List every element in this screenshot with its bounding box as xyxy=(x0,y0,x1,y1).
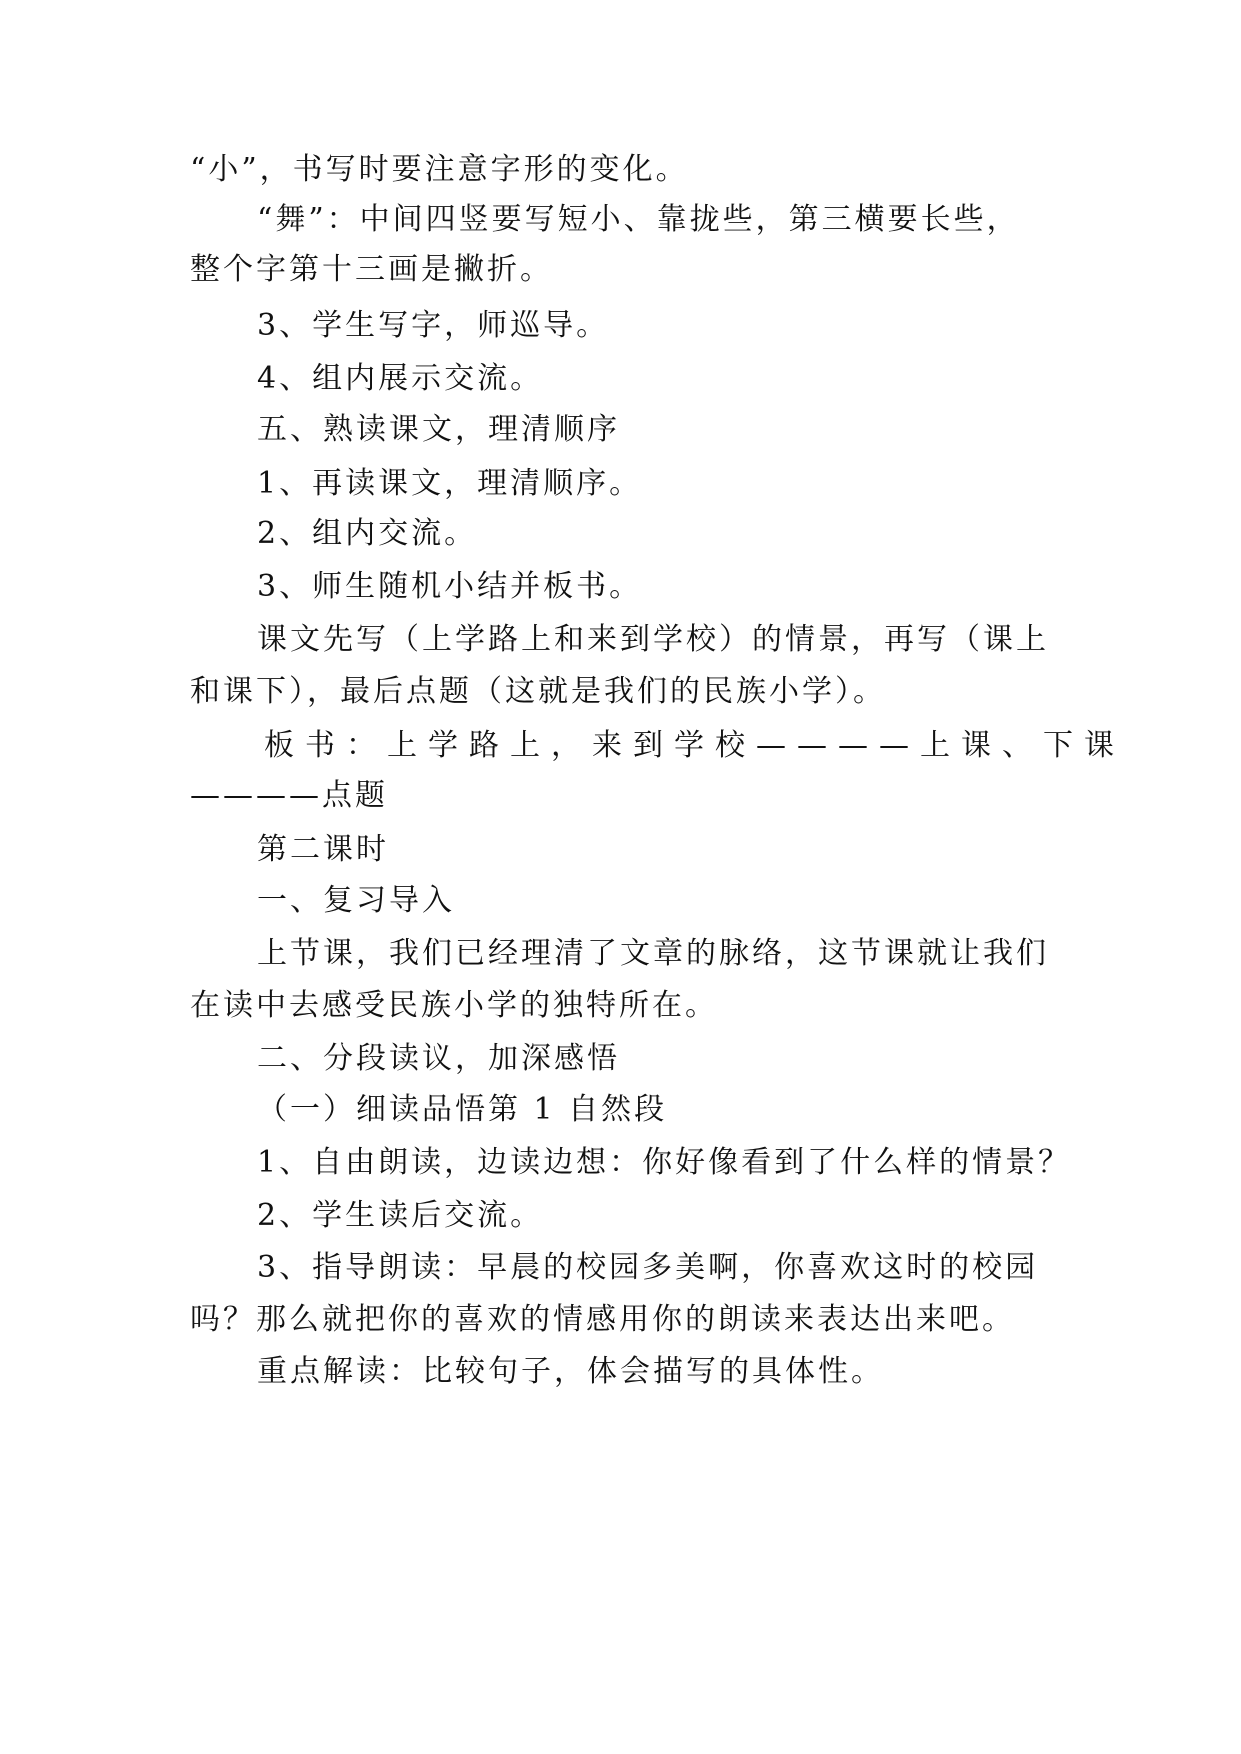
text-line: 2、组内交流。 xyxy=(257,516,478,551)
text-line: 课文先写（上学路上和来到学校）的情景，再写（课上 xyxy=(257,622,1049,657)
text-line: 2、学生读后交流。 xyxy=(257,1198,544,1233)
text-line: 1、再读课文，理清顺序。 xyxy=(257,466,643,501)
text-line: 3、指导朗读：早晨的校园多美啊，你喜欢这时的校园 xyxy=(257,1250,1039,1285)
text-line: “小”，书写时要注意字形的变化。 xyxy=(190,152,689,187)
text-line: 重点解读：比较句子，体会描写的具体性。 xyxy=(257,1354,884,1389)
text-line: 3、师生随机小结并板书。 xyxy=(257,569,643,604)
text-line: 1、自由朗读，边读边想：你好像看到了什么样的情景？ xyxy=(257,1145,1072,1180)
section-heading: 一、复习导入 xyxy=(257,883,455,918)
text-line: “舞”：中间四竖要写短小、靠拢些，第三横要长些， xyxy=(257,202,1020,237)
text-line: 上节课，我们已经理清了文章的脉络，这节课就让我们 xyxy=(257,936,1049,971)
section-heading: 五、熟读课文，理清顺序 xyxy=(257,412,620,447)
board-text-line: ————点题 xyxy=(190,778,388,813)
text-line: 吗？那么就把你的喜欢的情感用你的朗读来表达出来吧。 xyxy=(190,1302,1015,1337)
text-line: 4、组内展示交流。 xyxy=(257,361,544,396)
text-line: 3、学生写字，师巡导。 xyxy=(257,308,610,343)
text-line: 整个字第十三画是撇折。 xyxy=(190,252,553,287)
subsection-heading: （一）细读品悟第 1 自然段 xyxy=(257,1092,668,1127)
text-line: 和课下），最后点题（这就是我们的民族小学）。 xyxy=(190,674,886,709)
section-heading: 二、分段读议，加深感悟 xyxy=(257,1041,620,1076)
section-heading: 第二课时 xyxy=(257,832,389,867)
text-line: 在读中去感受民族小学的独特所在。 xyxy=(190,988,718,1023)
board-text-line: 板书：上学路上，来到学校————上课、下课 xyxy=(264,728,1125,763)
